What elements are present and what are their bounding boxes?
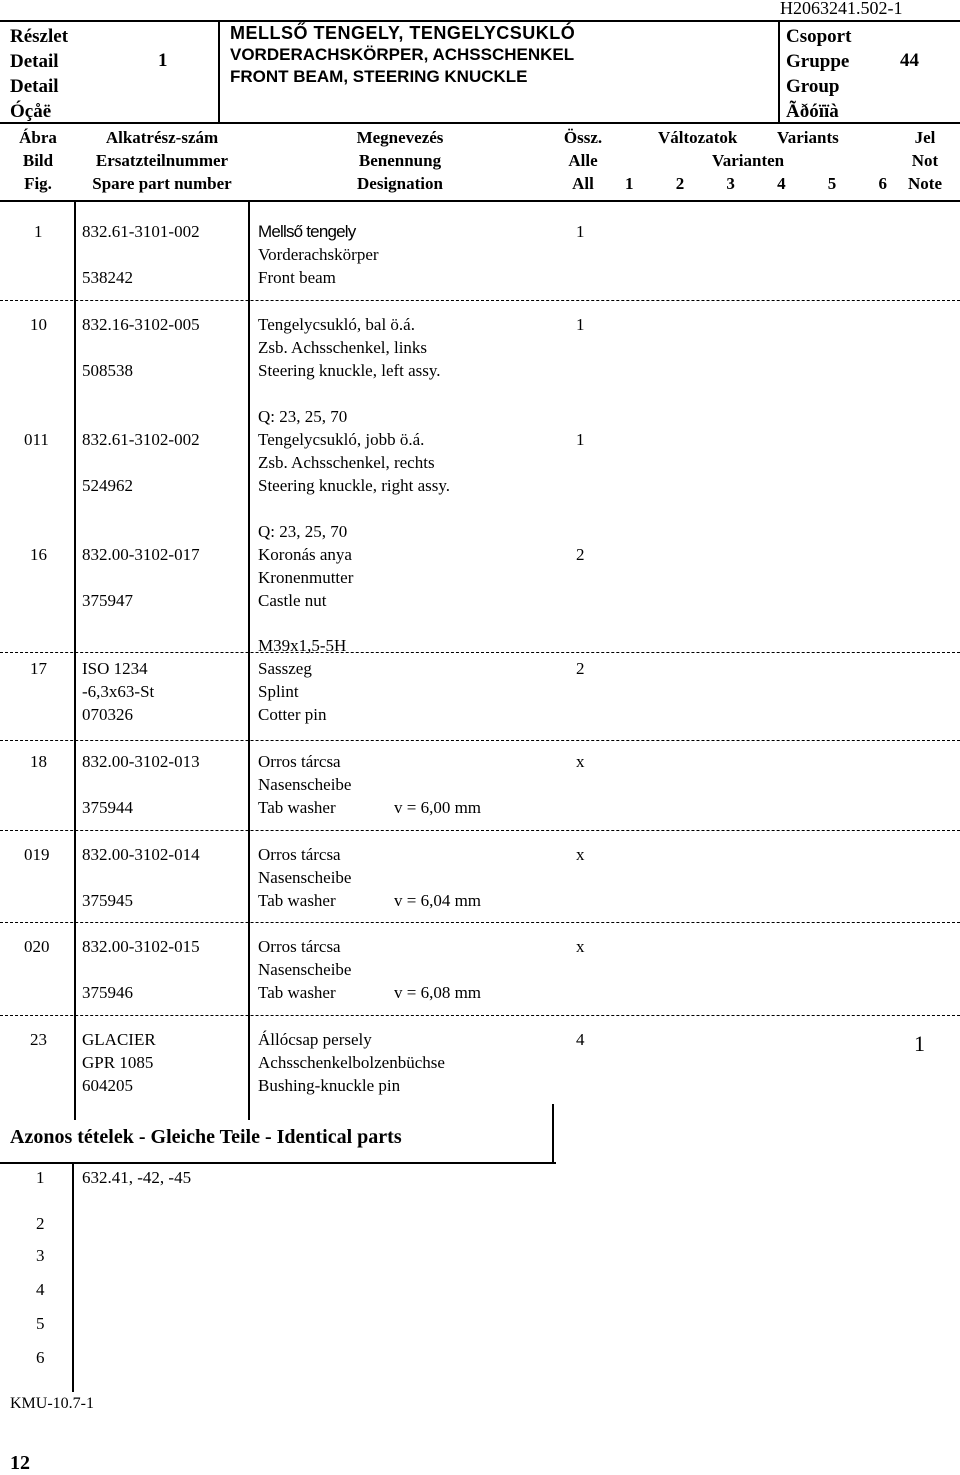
identical-parts-divider	[72, 1162, 74, 1392]
row-qty: x	[576, 845, 585, 864]
page-number: 12	[10, 1452, 30, 1474]
row-washer-thickness: v = 6,00 mm	[394, 798, 482, 817]
row-name-hu: Állócsap persely	[258, 1030, 372, 1049]
column-header-fig	[0, 126, 76, 195]
row-part-number: 832.00-3102-017	[82, 545, 200, 564]
identical-item-number: 5	[36, 1314, 45, 1333]
row-qualifier: M39x1,5-5H	[258, 636, 347, 655]
group-label-de: Gruppe	[786, 51, 850, 72]
row-name-de: Zsb. Achsschenkel, links	[258, 338, 428, 357]
row-qty: 2	[576, 545, 585, 564]
table-row	[0, 843, 960, 933]
variant-4: 4	[777, 174, 786, 193]
identical-parts-top-border	[0, 1162, 556, 1164]
row-name-de: Nasenscheibe	[258, 775, 352, 794]
row-fig: 16	[30, 545, 47, 564]
table-row	[0, 1028, 960, 1118]
detail-labels	[10, 24, 68, 124]
row-name-en: Front beam	[258, 268, 336, 287]
table-row	[0, 520, 960, 610]
row-fig: 23	[30, 1030, 47, 1049]
title-hungarian: MELLSŐ TENGELY, TENGELYCSUKLÓ	[230, 23, 576, 43]
row-fig: 18	[30, 752, 47, 771]
row-part-number: 832.61-3102-002	[82, 430, 200, 449]
identical-item-text: 632.41, -42, -45	[82, 1168, 192, 1187]
row-part-number: 832.61-3101-002	[82, 222, 200, 241]
col-variants-de: Varianten	[712, 151, 785, 170]
group-number: 44	[900, 50, 919, 71]
identical-item-number: 3	[36, 1246, 45, 1265]
row-washer-thickness: v = 6,04 mm	[394, 891, 482, 910]
row-part-code: 538242	[82, 268, 133, 287]
row-part-code: 375947	[82, 591, 133, 610]
group-label-en: Group	[786, 76, 840, 97]
col-fig-de: Bild	[22, 151, 54, 170]
row-name-hu: Orros tárcsa	[258, 845, 341, 864]
col-part-hu: Alkatrész-szám	[105, 128, 219, 147]
column-header-bottom-border	[0, 200, 960, 202]
col-qty-en: All	[572, 174, 594, 193]
row-fig: 019	[24, 845, 50, 864]
row-name-de: Kronenmutter	[258, 568, 354, 587]
row-name-hu: Mellső tengely	[258, 222, 356, 241]
table-row	[0, 935, 960, 1025]
row-qty: x	[576, 752, 585, 771]
row-fig: 020	[24, 937, 50, 956]
col-note-de: Not	[911, 151, 939, 170]
col-part-en: Spare part number	[92, 174, 232, 193]
row-name-de: Vorderachskörper	[258, 245, 379, 264]
detail-number: 1	[158, 50, 168, 71]
variant-2: 2	[675, 174, 685, 193]
row-name-en: Steering knuckle, left assy.	[258, 361, 441, 380]
table-row	[0, 634, 960, 724]
variant-3: 3	[726, 174, 735, 193]
row-separator	[0, 740, 960, 741]
row-qty: 4	[576, 1030, 585, 1049]
col-fig-en: Fig.	[24, 174, 52, 193]
row-fig: 011	[24, 430, 49, 449]
row-part-sub: -6,3x63-St	[82, 682, 155, 701]
col-qty-hu: Össz.	[563, 128, 603, 147]
row-name-en: Tab washer	[258, 983, 336, 1002]
row-fig: 1	[34, 222, 43, 241]
variant-5: 5	[827, 174, 837, 193]
row-name-de: Splint	[258, 682, 299, 701]
row-name-hu: Sasszeg	[258, 659, 312, 678]
row-washer-thickness: v = 6,08 mm	[394, 983, 482, 1002]
group-label-hu: Csoport	[786, 26, 852, 47]
row-qty: 1	[576, 430, 585, 449]
row-fig: 17	[30, 659, 47, 678]
row-name-hu: Tengelycsukló, bal ö.á.	[258, 315, 415, 334]
row-name-hu: Orros tárcsa	[258, 752, 341, 771]
row-part-code: 604205	[82, 1076, 133, 1095]
header-divider-left	[218, 20, 220, 122]
column-header-name	[310, 126, 490, 195]
col-fig-hu: Ábra	[19, 128, 57, 147]
row-name-en: Bushing-knuckle pin	[258, 1076, 401, 1095]
row-name-de: Nasenscheibe	[258, 868, 352, 887]
row-part-code: 375946	[82, 983, 133, 1002]
col-qty-de: Alle	[568, 151, 598, 170]
variant-1: 1	[625, 174, 634, 193]
row-name-en: Castle nut	[258, 591, 327, 610]
row-part-number: 832.00-3102-014	[82, 845, 200, 864]
identical-parts-right-border	[552, 1104, 554, 1164]
row-part-code: 375944	[82, 798, 133, 817]
title-german: VORDERACHSKÖRPER, ACHSSCHENKEL	[230, 45, 575, 64]
col-name-en: Designation	[357, 174, 443, 193]
row-fig: 10	[30, 315, 47, 334]
row-part-sub: GPR 1085	[82, 1053, 154, 1072]
detail-label-hu: Részlet	[10, 26, 69, 47]
detail-label-en: Detail	[10, 76, 59, 97]
variant-numbers	[625, 172, 887, 195]
identical-item-number: 4	[36, 1280, 45, 1299]
row-name-en: Steering knuckle, right assy.	[258, 476, 450, 495]
row-part-number: ISO 1234	[82, 659, 148, 678]
row-part-code: 375945	[82, 891, 133, 910]
row-part-number: GLACIER	[82, 1030, 156, 1049]
table-row	[0, 405, 960, 495]
table-row	[0, 220, 960, 310]
row-name-hu: Tengelycsukló, jobb ö.á.	[258, 430, 425, 449]
col-variants-hu: Változatok	[658, 128, 738, 147]
footer-code: KMU-10.7-1	[10, 1395, 94, 1412]
title-english: FRONT BEAM, STEERING KNUCKLE	[230, 67, 528, 86]
row-part-number: 832.00-3102-013	[82, 752, 200, 771]
row-name-hu: Koronás anya	[258, 545, 352, 564]
col-name-de: Benennung	[358, 151, 442, 170]
column-header-qty	[560, 126, 606, 195]
row-qty: 1	[576, 315, 585, 334]
row-part-code: 070326	[82, 705, 133, 724]
row-note: 1	[914, 1031, 925, 1056]
row-part-number: 832.16-3102-005	[82, 315, 200, 334]
column-header-note	[900, 126, 950, 195]
group-labels	[786, 24, 851, 124]
row-name-en: Tab washer	[258, 891, 336, 910]
table-row	[0, 313, 960, 403]
col-name-hu: Megnevezés	[356, 128, 444, 147]
row-name-en: Cotter pin	[258, 705, 327, 724]
row-name-hu: Orros tárcsa	[258, 937, 341, 956]
detail-label-de: Detail	[10, 51, 59, 72]
row-name-de: Nasenscheibe	[258, 960, 352, 979]
row-name-de: Zsb. Achsschenkel, rechts	[258, 453, 435, 472]
row-part-number: 832.00-3102-015	[82, 937, 200, 956]
col-part-de: Ersatzteilnummer	[95, 151, 229, 170]
col-note-hu: Jel	[914, 128, 936, 147]
column-header-part	[74, 126, 250, 195]
identical-parts-title: Azonos tételek - Gleiche Teile - Identical parts	[10, 1126, 402, 1148]
row-part-code: 508538	[82, 361, 133, 380]
table-row	[0, 750, 960, 840]
identical-item-number: 1	[36, 1168, 45, 1187]
row-name-de: Achsschenkelbolzenbüchse	[258, 1053, 445, 1072]
header-divider-right	[778, 20, 780, 122]
detail-label-ru: Óçåë	[10, 101, 52, 122]
group-label-ru: Ãðóïïà	[786, 101, 839, 122]
row-qty: 2	[576, 659, 585, 678]
col-note-en: Note	[908, 174, 942, 193]
row-qualifier: Q: 23, 25, 70	[258, 407, 348, 426]
row-name-en: Tab washer	[258, 798, 336, 817]
row-qty: 1	[576, 222, 585, 241]
variant-6: 6	[878, 174, 887, 193]
identical-item-number: 6	[36, 1348, 45, 1367]
row-qualifier: Q: 23, 25, 70	[258, 522, 348, 541]
document-code: H2063241.502-1	[780, 0, 903, 18]
identical-item-number: 2	[36, 1214, 45, 1233]
row-qty: x	[576, 937, 585, 956]
row-part-code: 524962	[82, 476, 133, 495]
col-variants-en: Variants	[777, 128, 839, 147]
